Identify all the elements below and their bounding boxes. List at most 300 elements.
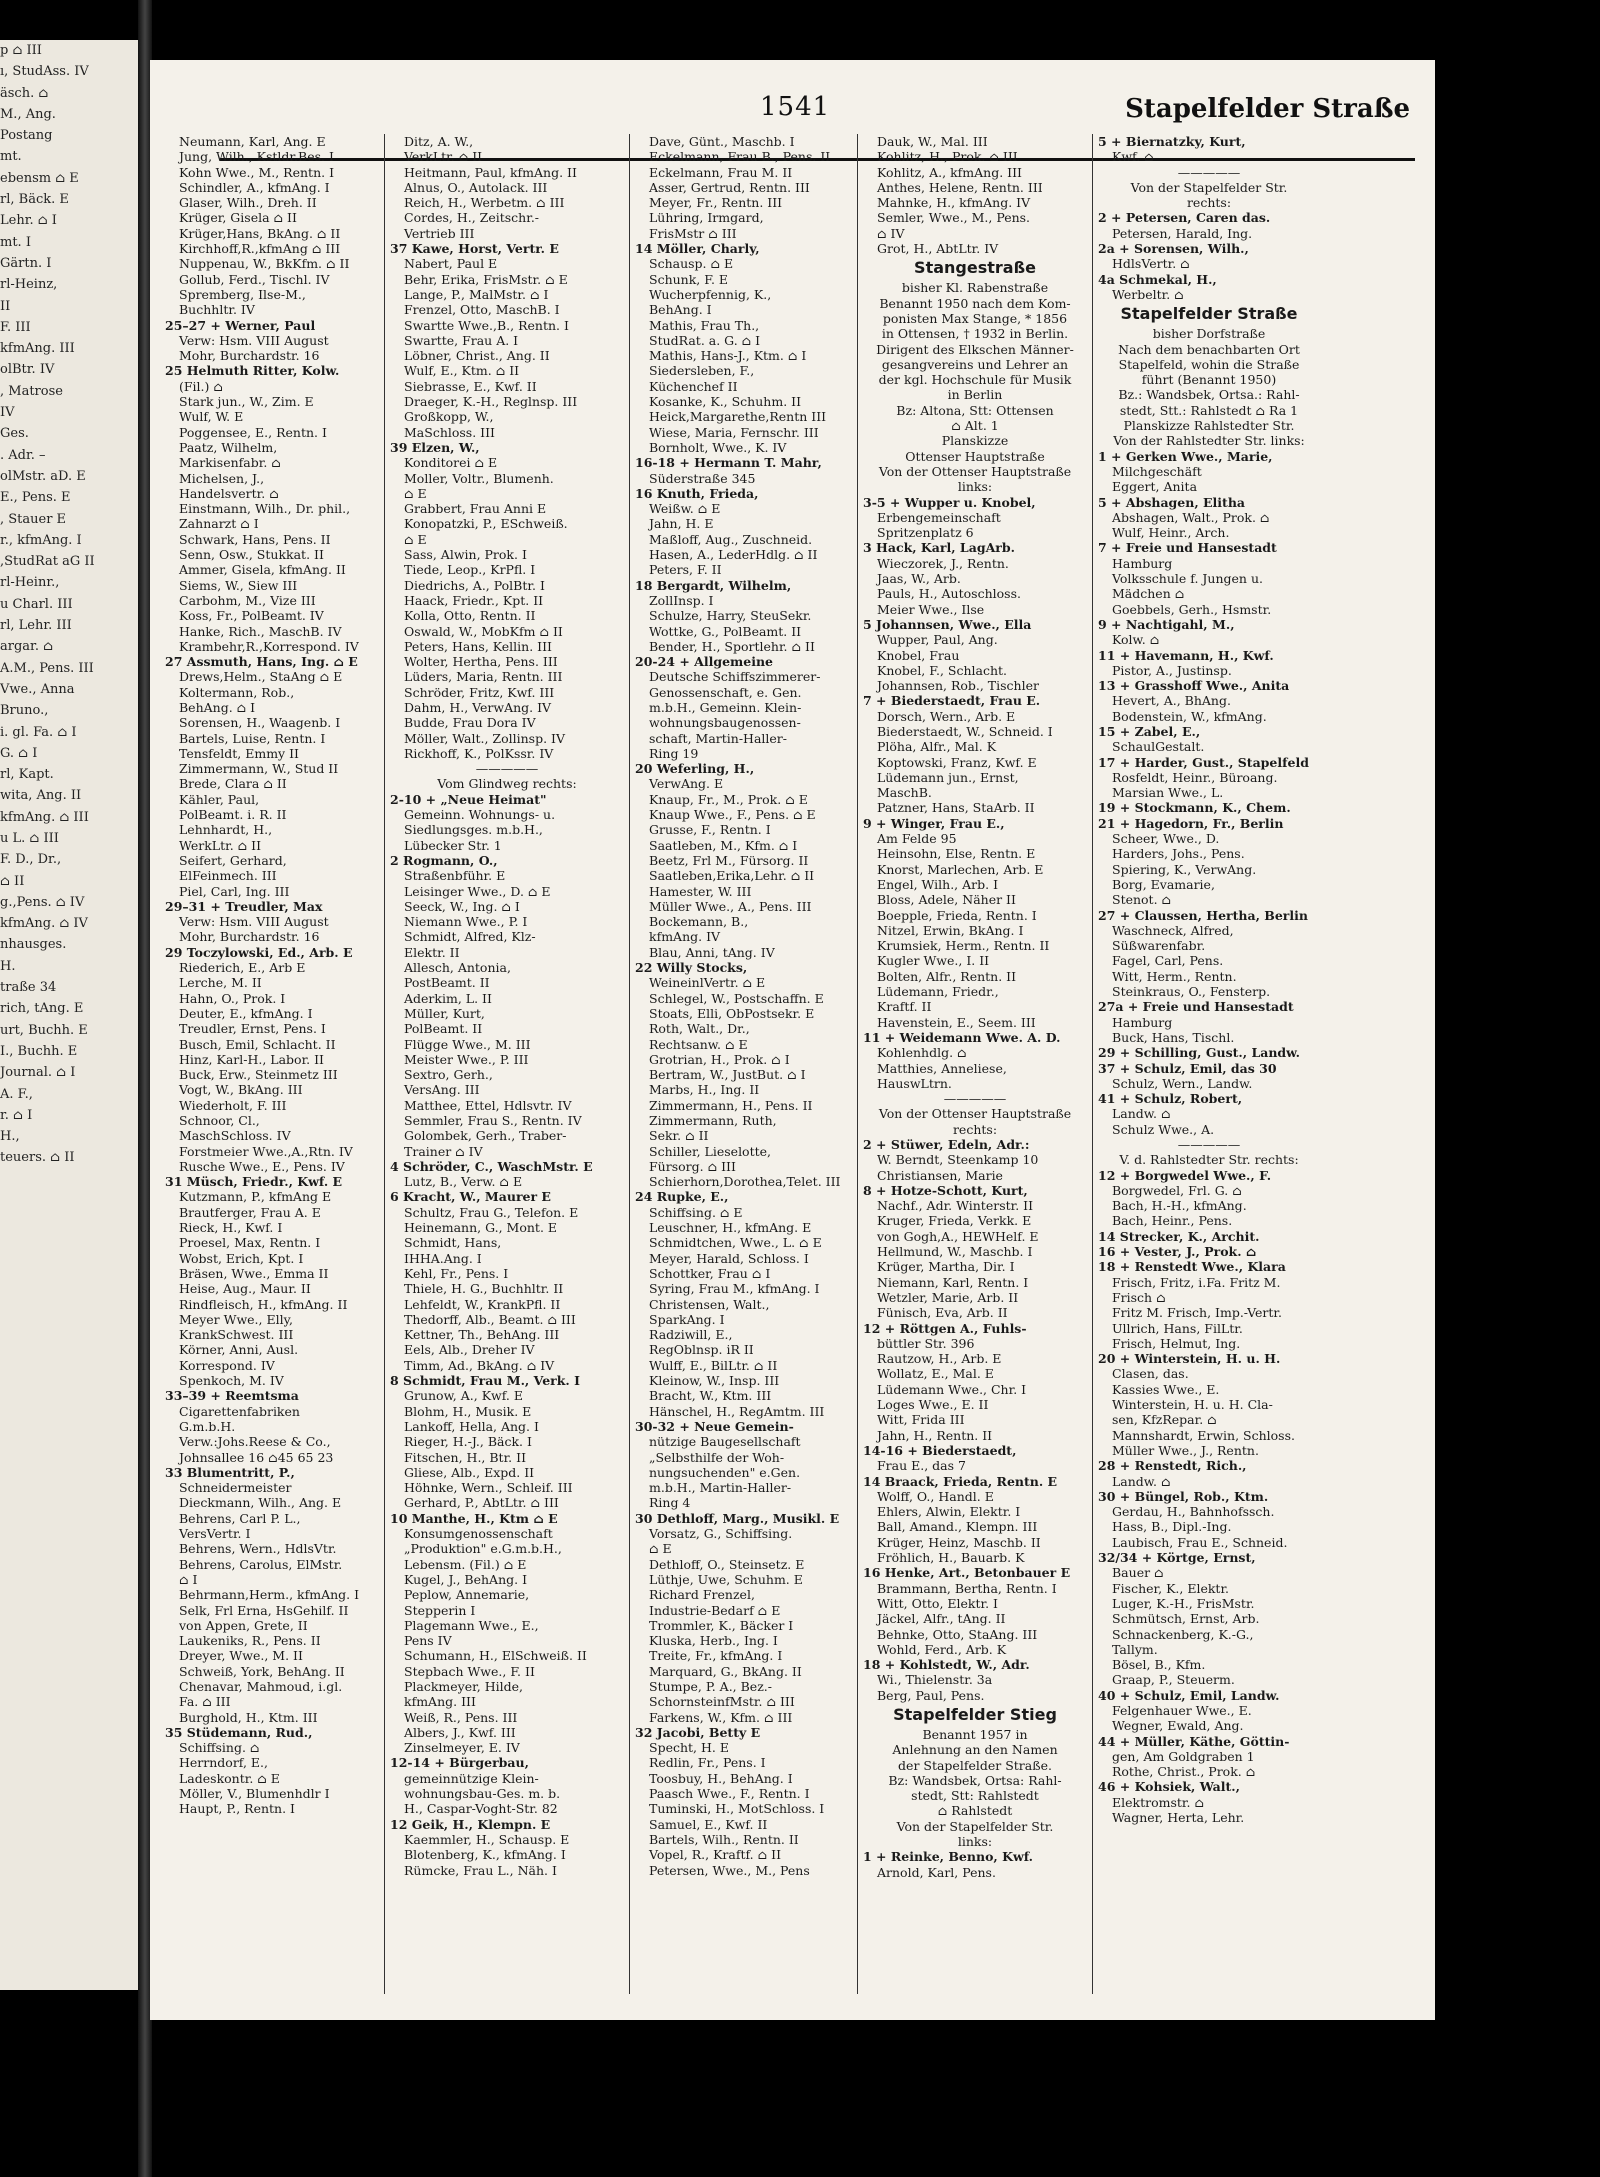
directory-entry: Dreyer, Wwe., M. II	[179, 1648, 303, 1664]
directory-entry: Schmidt, Hans,	[404, 1235, 502, 1251]
directory-entry: Trommler, K., Bäcker I	[649, 1617, 794, 1633]
directory-entry: Bartels, Luise, Rentn. I	[179, 730, 326, 746]
directory-entry: Rindfleisch, H., kfmAng. II	[179, 1296, 348, 1312]
directory-entry: Michelsen, J.,	[179, 470, 265, 486]
directory-entry: VersVertr. I	[179, 1526, 251, 1542]
directory-entry: Behnke, Otto, StaAng. III	[877, 1626, 1038, 1642]
house-number-entry: 1 + Gerken Wwe., Marie,	[1098, 448, 1273, 464]
house-number-entry: 27a + Freie und Hansestadt	[1098, 999, 1294, 1015]
directory-entry: Fagel, Carl, Pens.	[1112, 953, 1224, 969]
house-number-entry: 29 Toczylowski, Ed., Arb. E	[165, 944, 353, 960]
house-number-entry: 20 Weferling, H.,	[635, 761, 755, 777]
house-number-entry: 3-5 + Wupper u. Knobel,	[863, 494, 1036, 510]
directory-entry: Wupper, Paul, Ang.	[877, 632, 998, 648]
directory-entry: ponisten Max Stange, * 1856	[882, 310, 1068, 326]
directory-entry: Anthes, Helene, Rentn. III	[877, 179, 1043, 195]
directory-entry: Peters, F. II	[649, 562, 722, 578]
directory-entry: WeineinlVertr. ⌂ E	[649, 975, 766, 991]
house-number-entry: 33 Blumentritt, P.,	[165, 1464, 295, 1480]
left-page-line: ,StudRat aG II	[0, 554, 95, 570]
directory-entry: Vogt, W., BkAng. III	[179, 1082, 303, 1098]
directory-entry: Deuter, E., kfmAng. I	[179, 1005, 313, 1021]
directory-entry: Herrndorf, E.,	[179, 1755, 269, 1771]
directory-entry: Siedlungsges. m.b.H.,	[404, 822, 543, 838]
directory-entry: Niemann Wwe., P. I	[404, 914, 528, 930]
directory-entry: Harders, Johs., Pens.	[1112, 846, 1245, 862]
directory-entry: Zimmermann, Ruth,	[649, 1113, 777, 1128]
directory-entry: Ball, Amand., Klempn. III	[877, 1519, 1038, 1535]
directory-entry: Leuschner, H., kfmAng. E	[649, 1220, 812, 1236]
directory-entry: gemeinnützige Klein-	[404, 1770, 539, 1786]
directory-entry: Saatleben, M., Kfm. ⌂ I	[649, 837, 798, 853]
directory-entry: Lankoff, Hella, Ang. I	[404, 1418, 539, 1434]
directory-entry: Toosbuy, H., BehAng. I	[649, 1770, 793, 1786]
directory-entry: Paasch Wwe., F., Rentn. I	[649, 1786, 810, 1802]
left-page-line: II	[0, 298, 11, 314]
directory-entry: Wohld, Ferd., Arb. K	[877, 1641, 1007, 1657]
house-number-entry: 2 + Petersen, Caren das.	[1098, 210, 1271, 226]
house-number-entry: 8 Schmidt, Frau M., Verk. I	[390, 1373, 580, 1389]
directory-entry: VersAng. III	[404, 1082, 480, 1098]
directory-entry: Süßwarenfabr.	[1112, 938, 1206, 954]
directory-entry: Mathis, Hans-J., Ktm. ⌂ I	[649, 348, 807, 364]
house-number-entry: 12 Geik, H., Klempn. E	[390, 1816, 551, 1832]
directory-entry: HauswLtrn.	[877, 1075, 952, 1091]
directory-entry: Sass, Alwin, Prok. I	[404, 547, 527, 563]
directory-entry: Von der Stapelfelder Str.	[896, 1818, 1054, 1834]
directory-entry: Kassies Wwe., E.	[1112, 1381, 1220, 1397]
directory-entry: Witt, Frida III	[877, 1412, 965, 1428]
directory-entry: Knorst, Marlechen, Arb. E	[877, 861, 1044, 877]
directory-entry: Kleinow, W., Insp. III	[649, 1373, 780, 1389]
directory-entry: Koss, Fr., PolBeamt. IV	[179, 608, 324, 624]
directory-entry: kfmAng. IV	[649, 929, 721, 945]
directory-entry: Konsumgenossenschaft	[404, 1526, 553, 1542]
directory-entry: Jahn, H. E	[649, 516, 714, 532]
directory-entry: Treite, Fr., kfmAng. I	[649, 1648, 783, 1664]
directory-entry: Schulz Wwe., A.	[1112, 1121, 1215, 1137]
directory-entry: stedt, Stt: Rahlstedt	[911, 1788, 1039, 1804]
directory-entry: Dahm, H., VerwAng. IV	[404, 699, 552, 715]
directory-entry: Rautzow, H., Arb. E	[877, 1351, 1002, 1367]
left-page-line: rl, Bäck. E	[0, 192, 69, 208]
directory-entry: —————	[475, 761, 539, 777]
directory-entry: Kohlenhdlg. ⌂	[877, 1045, 967, 1061]
directory-entry: Lerche, M. II	[179, 975, 262, 991]
directory-entry: Lüders, Maria, Rentn. III	[404, 669, 563, 685]
directory-entry: Lüdemann jun., Ernst,	[877, 769, 1019, 785]
directory-entry: Kutzmann, P., kfmAng E	[179, 1189, 332, 1205]
directory-entry: Mahnke, H., kfmAng. IV	[877, 195, 1031, 211]
directory-entry: Bertram, W., JustBut. ⌂ I	[649, 1067, 806, 1083]
left-page-line: olBtr. IV	[0, 362, 55, 378]
directory-entry: Wottke, G., PolBeamt. II	[649, 623, 802, 639]
house-number-entry: 37 Kawe, Horst, Vertr. E	[390, 241, 559, 257]
directory-entry: Eggert, Anita	[1112, 479, 1198, 495]
house-number-entry: 16 Henke, Art., Betonbauer E	[863, 1565, 1071, 1581]
directory-entry: Borg, Evamarie,	[1112, 876, 1215, 892]
directory-entry: Kugler Wwe., I. II	[877, 953, 990, 969]
directory-entry: Maßloff, Aug., Zuschneid.	[649, 531, 813, 547]
directory-entry: Johannsen, Rob., Tischler	[877, 678, 1039, 694]
directory-entry: Zinselmeyer, E. IV	[404, 1740, 520, 1756]
house-number-entry: 16 Knuth, Frieda,	[635, 485, 759, 501]
directory-entry: Stapelfeld, wohin die Straße	[1118, 356, 1300, 372]
directory-entry: Markisenfabr. ⌂	[179, 455, 281, 471]
directory-entry: Kaemmler, H., Schausp. E	[404, 1831, 570, 1847]
directory-entry: Stepperin I	[404, 1602, 476, 1618]
directory-entry: Behrmann,Herm., kfmAng. I	[179, 1587, 360, 1603]
directory-entry: Krüger,Hans, BkAng. ⌂ II	[179, 225, 341, 241]
directory-entry: Lübecker Str. 1	[404, 837, 502, 853]
directory-entry: Schultz, Frau G., Telefon. E	[404, 1204, 579, 1220]
directory-entry: in Ottensen, † 1932 in Berlin.	[881, 326, 1069, 342]
left-page-line: E., Pens. E	[0, 490, 71, 506]
house-number-entry: 25 Helmuth Ritter, Kolw.	[165, 363, 340, 379]
directory-entry: Winterstein, H. u. H. Cla-	[1112, 1397, 1273, 1413]
directory-entry: Marquard, G., BkAng. II	[649, 1663, 802, 1679]
directory-entry: Nachf., Adr. Winterstr. II	[877, 1198, 1034, 1214]
directory-entry: Wetzler, Marie, Arb. II	[877, 1289, 1019, 1305]
directory-entry: Farkens, W., Kfm. ⌂ III	[649, 1709, 793, 1725]
directory-entry: ZollInsp. I	[649, 592, 714, 608]
directory-entry: Kruger, Frieda, Verkk. E	[877, 1213, 1032, 1229]
directory-entry: Plöha, Alfr., Mal. K	[877, 739, 997, 755]
directory-entry: Pistor, A., Justinsp.	[1112, 662, 1232, 678]
directory-entry: Allesch, Antonia,	[404, 960, 511, 976]
left-page-line: rl, Kapt.	[0, 767, 54, 783]
directory-entry: Jung, Wilh., Kstldr.Bes. I	[179, 149, 334, 165]
house-number-entry: 14-16 + Biederstaedt,	[863, 1442, 1017, 1458]
directory-entry: Seeck, W., Ing. ⌂ I	[404, 898, 520, 914]
directory-entry: ⌂ Alt. 1	[951, 418, 999, 434]
directory-entry: Alnus, O., Autolack. III	[404, 179, 548, 195]
house-number-entry: 6 Kracht, W., Maurer E	[390, 1189, 551, 1205]
directory-entry: Kohn Wwe., M., Rentn. I	[179, 164, 335, 180]
directory-entry: Landw. ⌂	[1112, 1473, 1171, 1489]
directory-entry: ⌂ Rahlstedt	[937, 1803, 1013, 1819]
scan-border	[1435, 0, 1600, 2177]
directory-entry: Süderstraße 345	[649, 470, 756, 486]
directory-entry: Christensen, Walt.,	[649, 1296, 770, 1312]
house-number-entry: 14 Braack, Frieda, Rentn. E	[863, 1473, 1058, 1489]
directory-entry: Kraftf. II	[877, 999, 932, 1015]
directory-entry: Peplow, Annemarie,	[404, 1587, 530, 1603]
directory-entry: Höhnke, Wern., Schleif. III	[404, 1480, 573, 1496]
house-number-entry: 25–27 + Werner, Paul	[165, 317, 316, 333]
directory-entry: Peters, Hans, Kellin. III	[404, 638, 552, 654]
directory-entry: Neumann, Karl, Ang. E	[179, 134, 326, 149]
directory-entry: StudRat. a. G. ⌂ I	[649, 332, 761, 348]
directory-entry: Meyer, Fr., Rentn. III	[649, 195, 783, 211]
house-number-entry: 4 Schröder, C., WaschMstr. E	[390, 1158, 593, 1174]
directory-entry: Einstmann, Wilh., Dr. phil.,	[179, 501, 351, 517]
directory-entry: Draeger, K.-H., Reglnsp. III	[404, 394, 578, 410]
directory-entry: MaschB.	[877, 785, 932, 801]
directory-entry: Großkopp, W.,	[404, 409, 494, 425]
house-number-entry: 44 + Müller, Käthe, Göttin-	[1098, 1733, 1290, 1749]
directory-entry: Kolla, Otto, Rentn. II	[404, 608, 536, 624]
directory-entry: Redlin, Fr., Pens. I	[649, 1755, 766, 1771]
directory-entry: Hinz, Karl-H., Labor. II	[179, 1051, 324, 1067]
directory-entry: Kehl, Fr., Pens. I	[404, 1265, 509, 1281]
directory-entry: Landw. ⌂	[1112, 1106, 1171, 1122]
directory-entry: Benannt 1950 nach dem Kom-	[879, 295, 1071, 311]
directory-entry: Ehlers, Alwin, Elektr. I	[877, 1504, 1021, 1520]
directory-entry: Dorsch, Wern., Arb. E	[877, 708, 1016, 724]
directory-entry: Arnold, Karl, Pens.	[877, 1864, 996, 1880]
directory-entry: Elektromstr. ⌂	[1112, 1794, 1205, 1810]
directory-entry: Plagemann Wwe., E.,	[404, 1617, 539, 1633]
directory-entry: von Gogh,A., HEWHelf. E	[877, 1228, 1039, 1244]
house-number-entry: 24 Rupke, E.,	[635, 1189, 729, 1205]
directory-entry: Brautferger, Frau A. E	[179, 1204, 321, 1220]
directory-entry: Kwf. ⌂	[1112, 149, 1154, 165]
directory-entry: Blotenberg, K., kfmAng. I	[404, 1847, 566, 1863]
directory-entry: Rosfeldt, Heinr., Büroang.	[1112, 769, 1278, 785]
left-page-line: Lehr. ⌂ I	[0, 213, 57, 229]
directory-entry: Berg, Paul, Pens.	[877, 1687, 985, 1703]
directory-entry: Radziwill, E.,	[649, 1327, 733, 1343]
directory-entry: Hasen, A., LederHdlg. ⌂ II	[649, 547, 818, 563]
directory-entry: Reich, H., Werbetm. ⌂ III	[404, 195, 565, 211]
house-number-entry: 7 + Biederstaedt, Frau E.	[863, 693, 1041, 709]
directory-entry: Gollub, Ferd., Tischl. IV	[179, 271, 330, 287]
directory-entry: Behr, Erika, FrisMstr. ⌂ E	[404, 271, 568, 287]
house-number-entry: 40 + Schulz, Emil, Landw.	[1098, 1687, 1280, 1703]
directory-entry: Bräsen, Wwe., Emma II	[179, 1265, 329, 1281]
directory-entry: Rusche Wwe., E., Pens. IV	[179, 1158, 345, 1174]
directory-entry: Moller, Voltr., Blumenh.	[404, 470, 554, 486]
directory-entry: Volksschule f. Jungen u.	[1112, 571, 1263, 587]
house-number-entry: 21 + Hagedorn, Fr., Berlin	[1098, 815, 1284, 831]
left-page-line: mt. I	[0, 234, 31, 250]
directory-entry: links:	[957, 479, 993, 495]
directory-entry: bisher Dorfstraße	[1152, 326, 1266, 342]
directory-entry: Borgwedel, Frl. G. ⌂	[1112, 1182, 1242, 1198]
directory-entry: Stumpe, P. A., Bez.-	[649, 1678, 772, 1694]
directory-entry: Küchenchef II	[649, 378, 738, 394]
left-page-line: ebensm ⌂ E	[0, 170, 79, 186]
house-number-entry: 2 Rogmann, O.,	[390, 852, 498, 868]
directory-entry: SchaulGestalt.	[1112, 739, 1205, 755]
directory-entry: Seifert, Gerhard,	[179, 852, 287, 868]
directory-entry: m.b.H., Gemeinn. Klein-	[649, 699, 802, 715]
directory-entry: Eels, Alb., Dreher IV	[404, 1342, 535, 1358]
directory-entry: Schulze, Harry, SteuSekr.	[649, 608, 812, 624]
directory-entry: Bodenstein, W., kfmAng.	[1112, 708, 1267, 724]
directory-entry: Semler, Wwe., M., Pens.	[877, 210, 1031, 226]
directory-entry: Meyer Wwe., Elly,	[179, 1311, 293, 1327]
left-page-line: u Charl. III	[0, 596, 73, 612]
left-page-line: Bruno.,	[0, 703, 49, 719]
directory-entry: Riederich, E., Arb E	[179, 960, 306, 976]
directory-entry: Brammann, Bertha, Rentn. I	[877, 1580, 1057, 1596]
house-number-entry: 8 + Hotze-Schott, Kurt,	[863, 1182, 1028, 1198]
column-5	[1093, 134, 1325, 1994]
house-number-entry: 4a Schmekal, H.,	[1098, 271, 1217, 287]
directory-entry: Fa. ⌂ III	[179, 1694, 231, 1710]
house-number-entry: 13 + Grasshoff Wwe., Anita	[1098, 678, 1290, 694]
left-page-line: kfmAng. III	[0, 341, 75, 357]
left-page-line: A. F.,	[0, 1086, 33, 1102]
directory-entry: Von der Stapelfelder Str.	[1130, 179, 1288, 195]
directory-entry: Frau E., das 7	[877, 1458, 966, 1474]
directory-entry: Hamester, W. III	[649, 883, 752, 899]
house-number-entry: 18 Bergardt, Wilhelm,	[635, 577, 792, 593]
directory-entry: Schmidt, Alfred, Klz-	[404, 929, 536, 945]
left-page-line: H.,	[0, 1129, 20, 1145]
directory-entry: wohnungsbaugenossen-	[649, 715, 801, 731]
directory-entry: Vopel, R., Kraftf. ⌂ II	[649, 1847, 782, 1863]
directory-entry: Schierhorn,Dorothea,Telet. III	[649, 1174, 841, 1190]
directory-entry: Heinsohn, Else, Rentn. E	[877, 846, 1036, 862]
directory-entry: —————	[943, 1091, 1007, 1107]
directory-entry: Fürsorg. ⌂ III	[649, 1158, 736, 1174]
directory-entry: RegOblnsp. iR II	[649, 1342, 754, 1358]
left-page-line: I., Buchh. E	[0, 1043, 78, 1059]
directory-entry: Wiese, Maria, Fernschr. III	[649, 424, 819, 440]
directory-entry: Schausp. ⌂ E	[649, 256, 734, 272]
directory-entry: MaschSchloss. IV	[179, 1128, 291, 1144]
directory-entry: Plackmeyer, Hilde,	[404, 1678, 523, 1694]
directory-entry: Bz: Altona, Stt: Ottensen	[896, 402, 1054, 418]
directory-entry: Vorsatz, G., Schiffsing.	[649, 1526, 793, 1542]
directory-entry: Planskizze	[941, 433, 1009, 449]
directory-entry: Witt, Herm., Rentn.	[1112, 968, 1237, 984]
left-page-line: traße 34	[0, 980, 57, 996]
house-number-entry: 7 + Freie und Hansestadt	[1098, 540, 1277, 556]
left-page-line: M., Ang.	[0, 106, 56, 122]
left-page-line: Postang	[0, 128, 53, 144]
directory-entry: Lehnhardt, H.,	[179, 822, 273, 838]
column-3	[630, 134, 858, 1994]
directory-entry: Kähler, Paul,	[179, 791, 260, 807]
house-number-entry: 17 + Harder, Gust., Stapelfeld	[1098, 754, 1309, 770]
directory-entry: Marsian Wwe., L.	[1112, 785, 1224, 801]
column-1	[160, 134, 385, 1994]
directory-entry: Heick,Margarethe,Rentn III	[649, 409, 827, 425]
directory-entry: Grot, H., AbtLtr. IV	[877, 241, 999, 257]
directory-entry: Gliese, Alb., Expd. II	[404, 1464, 535, 1480]
house-number-entry: 5 + Abshagen, Elitha	[1098, 494, 1246, 510]
directory-entry: Löbner, Christ., Ang. II	[404, 348, 550, 364]
directory-entry: Benannt 1957 in	[922, 1726, 1028, 1742]
left-page-line: r. ⌂ I	[0, 1107, 33, 1123]
house-number-entry: 32 Jacobi, Betty E	[635, 1724, 761, 1740]
directory-entry: SparkAng. I	[649, 1311, 725, 1327]
house-number-entry: 39 Elzen, W.,	[390, 439, 480, 455]
directory-entry: Ottenser Hauptstraße	[905, 448, 1045, 464]
directory-entry: Brede, Clara ⌂ II	[179, 776, 287, 792]
directory-entry: Rieger, H.-J., Bäck. I	[404, 1434, 532, 1450]
directory-entry: m.b.H., Martin-Haller-	[649, 1480, 792, 1496]
directory-entry: Kugel, J., BehAng. I	[404, 1571, 528, 1587]
directory-entry: Ring 4	[649, 1495, 691, 1511]
house-number-entry: 5 + Biernatzky, Kurt,	[1098, 134, 1246, 149]
house-number-entry: 2a + Sorensen, Wilh.,	[1098, 241, 1249, 257]
directory-entry: Verw: Hsm. VIII August	[179, 914, 329, 930]
directory-entry: Diedrichs, A., PolBtr. I	[404, 577, 545, 593]
directory-entry: Wucherpfennig, K.,	[649, 286, 772, 302]
directory-entry: Bartels, Wilh., Rentn. II	[649, 1831, 799, 1847]
column-2	[385, 134, 630, 1994]
directory-entry: Heitmann, Paul, kfmAng. II	[404, 164, 577, 180]
directory-entry: Graap, P., Steuerm.	[1112, 1672, 1235, 1688]
directory-entry: ⌂ E	[404, 485, 427, 501]
directory-entry: Krumsiek, Herm., Rentn. II	[877, 938, 1050, 954]
directory-entry: Kohlitz, A., kfmAng. III	[877, 164, 1022, 180]
directory-entry: Rechtsanw. ⌂ E	[649, 1036, 748, 1052]
directory-entry: Fröhlich, H., Bauarb. K	[877, 1550, 1025, 1566]
directory-entry: Christiansen, Marie	[877, 1167, 1003, 1183]
left-page-line: Gärtn. I	[0, 255, 52, 271]
directory-entry: Schmidtchen, Wwe., L. ⌂ E	[649, 1235, 822, 1251]
directory-entry: Niemann, Karl, Rentn. I	[877, 1274, 1029, 1290]
directory-entry: Krüger, Martha, Dir. I	[877, 1259, 1015, 1275]
directory-entry: Wollatz, E., Mal. E	[877, 1366, 994, 1382]
directory-entry: Laubisch, Frau E., Schneid.	[1112, 1534, 1288, 1550]
directory-entry: Hass, B., Dipl.-Ing.	[1112, 1519, 1232, 1535]
directory-entry: Schumann, H., ElSchweiß. II	[404, 1648, 587, 1664]
directory-entry: Straßenbführ. E	[404, 868, 506, 884]
left-page-line: äsch. ⌂	[0, 85, 49, 101]
house-number-entry: 33–39 + Reemtsma	[165, 1388, 299, 1404]
house-number-entry: 16 + Vester, J., Prok. ⌂	[1098, 1244, 1257, 1260]
directory-entry: Johnsallee 16 ⌂45 65 23	[179, 1449, 334, 1465]
directory-entry: Knobel, Frau	[877, 647, 960, 663]
directory-entry: Lüthje, Uwe, Schuhm. E	[649, 1571, 803, 1587]
directory-entry: Schlegel, W., Postschaffn. E	[649, 990, 824, 1006]
directory-entry: Richard Frenzel,	[649, 1587, 755, 1603]
directory-entry: Bösel, B., Kfm.	[1112, 1657, 1206, 1673]
directory-entry: BehAng. I	[649, 302, 712, 318]
house-number-entry: 20 + Winterstein, H. u. H.	[1098, 1351, 1281, 1367]
directory-entry: Zimmermann, H., Pens. II	[649, 1097, 813, 1113]
directory-entry: Carbohm, M., Vize III	[179, 592, 316, 608]
directory-entry: Thedorff, Alb., Beamt. ⌂ III	[404, 1311, 576, 1327]
directory-entry: Petersen, Wwe., M., Pens	[649, 1862, 810, 1878]
directory-entry: Grusse, F., Rentn. I	[649, 822, 771, 838]
directory-entry: Industrie-Bedarf ⌂ E	[649, 1602, 781, 1618]
directory-entry: Havenstein, E., Seem. III	[877, 1014, 1036, 1030]
house-number-entry: 12 + Röttgen A., Fuhls-	[863, 1320, 1027, 1336]
directory-entry: Forstmeier Wwe.,A.,Rtn. IV	[179, 1143, 353, 1159]
house-number-entry: 10 Manthe, H., Ktm ⌂ E	[390, 1510, 558, 1526]
directory-entry: ⌂ IV	[877, 225, 905, 241]
directory-entry: Samuel, E., Kwf. II	[649, 1816, 768, 1832]
directory-entry: Clasen, das.	[1112, 1366, 1189, 1382]
left-page-line: ⌂ II	[0, 873, 25, 889]
directory-entry: Korrespond. IV	[179, 1357, 275, 1373]
directory-entry: Saatleben,Erika,Lehr. ⌂ II	[649, 868, 815, 884]
left-page-line: rl-Heinr.,	[0, 575, 60, 591]
directory-entry: Biederstaedt, W., Schneid. I	[877, 723, 1053, 739]
directory-entry: SchornsteinfMstr. ⌂ III	[649, 1694, 795, 1710]
house-number-entry: 28 + Renstedt, Rich.,	[1098, 1458, 1247, 1474]
directory-entry: Frisch, Fritz, i.Fa. Fritz M.	[1112, 1274, 1281, 1290]
directory-entry: wohnungsbau-Ges. m. b.	[404, 1786, 561, 1802]
directory-entry: Tuminski, H., MotSchloss. I	[649, 1801, 825, 1817]
directory-entry: Fritz M. Frisch, Imp.-Vertr.	[1112, 1305, 1282, 1321]
directory-entry: Lebensm. (Fil.) ⌂ E	[404, 1556, 527, 1572]
directory-entry: Paatz, Wilhelm,	[179, 439, 278, 455]
directory-entry: Siems, W., Siew III	[179, 577, 298, 593]
directory-entry: Trainer ⌂ IV	[404, 1143, 483, 1159]
directory-entry: Mädchen ⌂	[1112, 586, 1185, 602]
directory-entry: nungsuchenden" e.Gen.	[649, 1464, 801, 1480]
directory-entry: Behrens, Carl P. L.,	[179, 1510, 301, 1526]
